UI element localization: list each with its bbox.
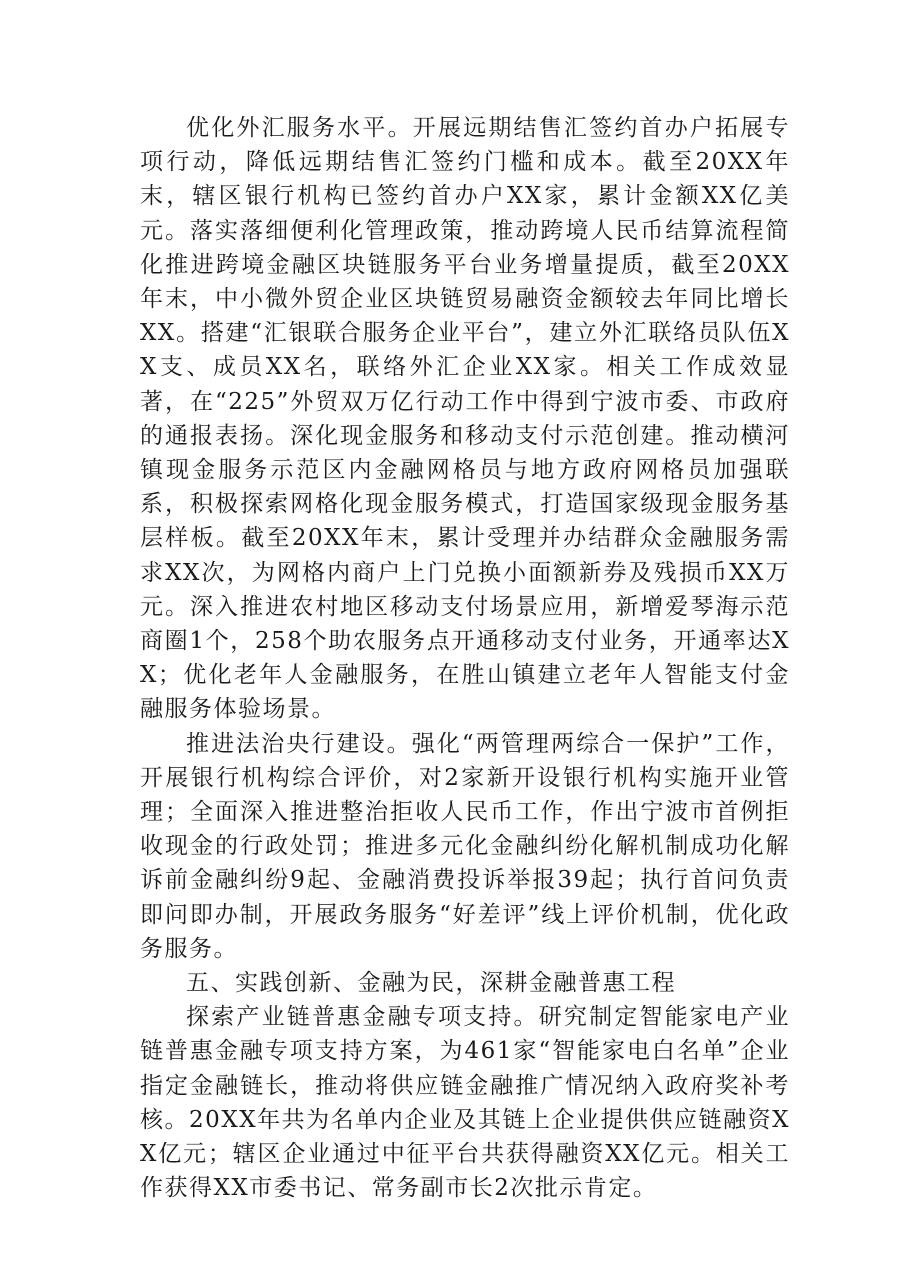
section-heading: 五、实践创新、金融为民，深耕金融普惠工程 bbox=[186, 970, 676, 997]
document-body bbox=[140, 111, 790, 1206]
paragraph-foreign-exchange-service: 优化外汇服务水平。开展远期结售汇签约首办户拓展专项行动，降低远期结售汇签约门槛和成本。截至20XX年末，辖区银行机构已签约首办户XX家，累计金额XX亿美元。落实落细便利化管理政策，推动跨境人民币结算流程简化推进跨境金融区块链服务平台业务增量提质，截至20XX年末，中小微外贸企业区块链贸易融资金额较去年同比增长XX。搭建“汇银联合服务企业平台”，建立外汇联络员队伍XX支、成员XX名，联络外汇企业XX家。相关工作成效显著，在“225”外贸双万亿行动工作中得到宁波市委、市政府的通报表扬。深化现金服务和移动支付示范创建。推动横河镇现金服务示范区内金融网格员与地方政府网格员加强联系，积极探索网格化现金服务模式，打造国家级现金服务基层样板。截至20XX年末，累计受理并办结群众金融服务需求XX次，为网格内商户上门兑换小面额新券及残损币XX万元。深入推进农村地区移动支付场景应用，新增爱琴海示范商圈1个，258个助农服务点开通移动支付业务，开通率达XX；优化老年人金融服务，在胜山镇建立老年人智能支付金融服务体验场景。 bbox=[140, 115, 790, 723]
paragraph-rule-of-law: 推进法治央行建设。强化“两管理两综合一保护”工作，开展银行机构综合评价，对2家新开设银行机构实施开业管理；全面深入推进整治拒收人民币工作，作出宁波市首例拒收现金的行政处罚；推进多元化金融纠纷化解机制成功化解诉前金融纠纷9起、金融消费投诉举报39起；执行首问负责即问即办制，开展政务服务“好差评”线上评价机制，优化政务服务。 bbox=[140, 730, 790, 962]
paragraph-industry-chain-finance: 探索产业链普惠金融专项支持。研究制定智能家电产业链普惠金融专项支持方案，为461家“智能家电白名单”企业指定金融链长，推动将供应链金融推广情况纳入政府奖补考核。20XX年共为名单内企业及其链上企业提供供应链融资XX亿元；辖区企业通过中征平台共获得融资XX亿元。相关工作获得XX市委书记、常务副市长2次批示肯定。 bbox=[140, 1004, 790, 1202]
